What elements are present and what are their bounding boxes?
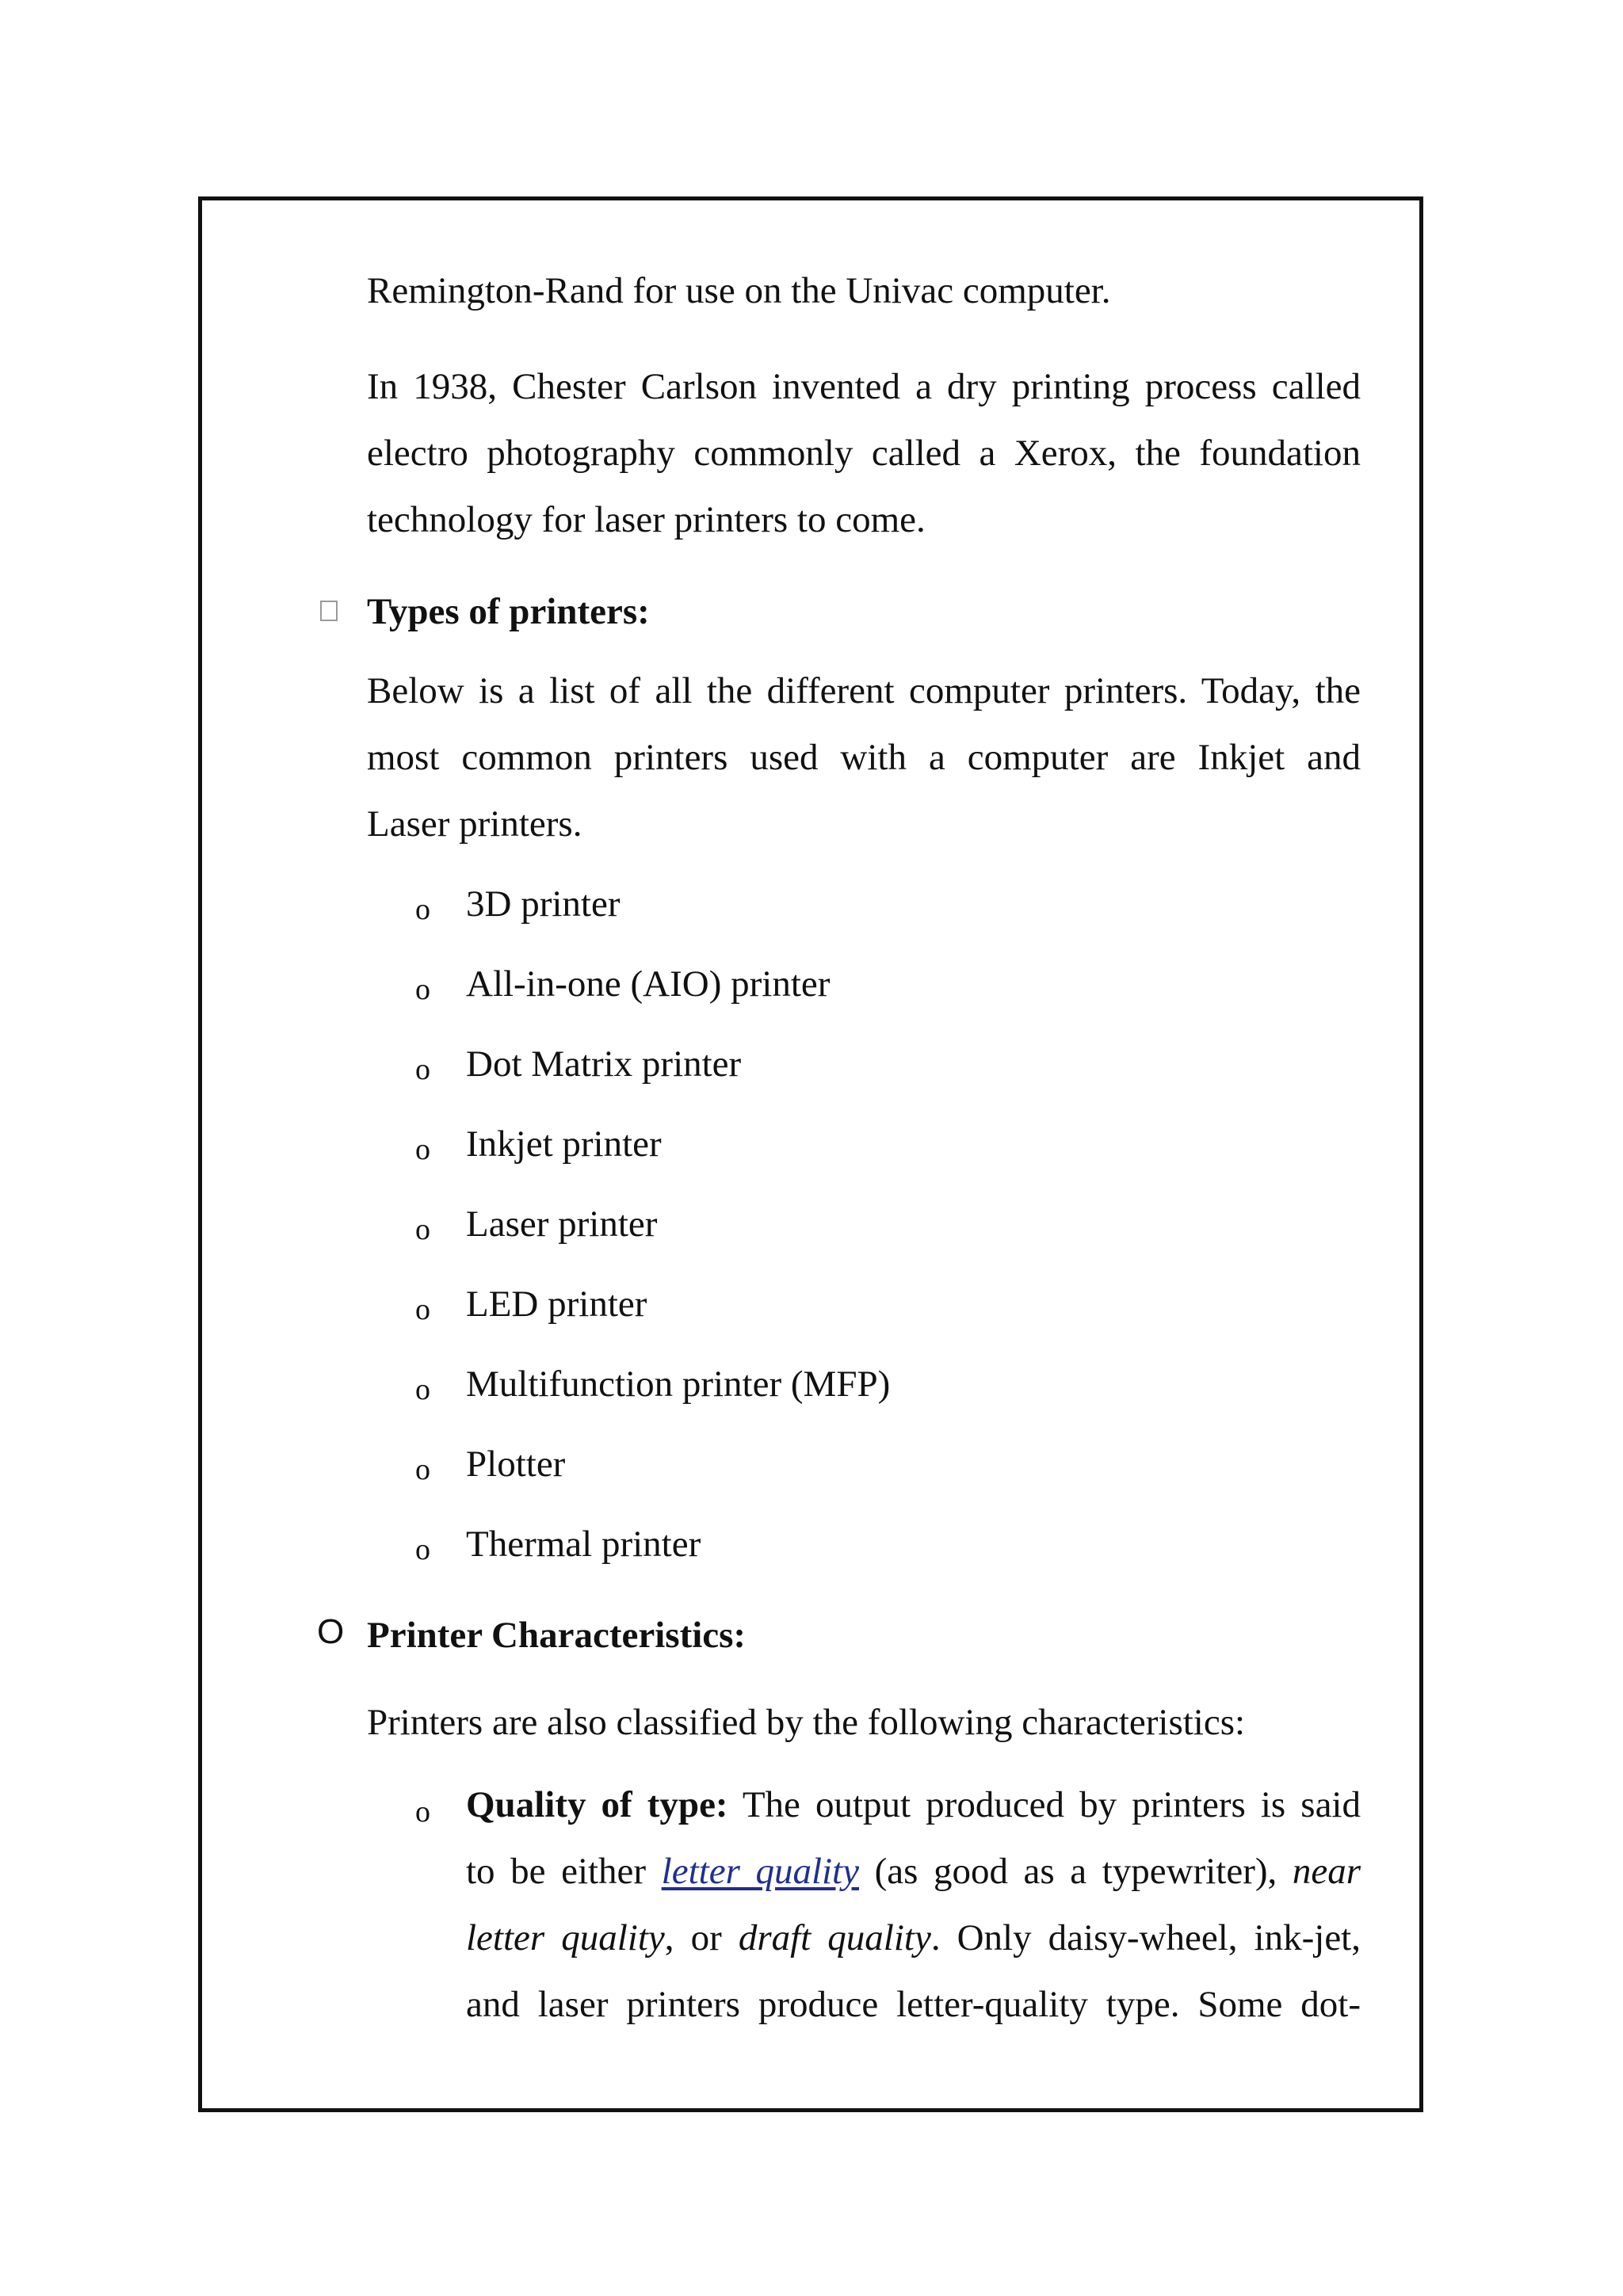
list-item: Multifunction printer (MFP) xyxy=(466,1363,891,1405)
quality-line-3-mid: , or xyxy=(664,1917,722,1958)
quality-line-2 xyxy=(466,1838,1361,1905)
list-item: Inkjet printer xyxy=(466,1123,662,1165)
near-letter-quality-text: letter quality xyxy=(466,1917,665,1958)
quality-line-2-pre: to be either xyxy=(466,1851,647,1892)
quality-line-2-italic: near xyxy=(1292,1851,1361,1892)
quality-line-1-text: The output produced by printers is said xyxy=(742,1784,1361,1825)
letter-quality-link[interactable]: letter quality xyxy=(661,1851,859,1892)
list-item: All-in-one (AIO) printer xyxy=(466,963,831,1005)
list-item: Thermal printer xyxy=(466,1524,701,1565)
list-item: 3D printer xyxy=(466,883,621,925)
characteristics-heading: Printer Characteristics: xyxy=(367,1615,747,1656)
quality-line-1 xyxy=(466,1772,1361,1838)
list-item: Plotter xyxy=(466,1444,566,1485)
list-bullet-icon: o xyxy=(415,1293,430,1326)
quality-line-2-mid: (as good as a typewriter), xyxy=(874,1851,1277,1892)
intro-line: Remington-Rand for use on the Univac computer. xyxy=(367,270,1111,311)
square-bullet-icon xyxy=(320,601,338,621)
list-bullet-icon: o xyxy=(415,1373,430,1406)
quality-line-3 xyxy=(466,1905,1361,1971)
list-bullet-icon: o xyxy=(415,1795,430,1829)
carlson-line-2: electro photography commonly called a Xerox, the foundation xyxy=(367,433,1361,474)
list-item: Laser printer xyxy=(466,1203,658,1245)
types-heading: Types of printers: xyxy=(367,591,650,632)
quality-line-3-rest: . Only daisy-wheel, ink-jet, xyxy=(930,1917,1361,1958)
list-bullet-icon: o xyxy=(415,1533,430,1566)
characteristics-intro: Printers are also classified by the following characteristics: xyxy=(367,1702,1246,1743)
types-desc-line-3: Laser printers. xyxy=(367,803,582,845)
draft-quality-text: draft quality xyxy=(738,1917,931,1958)
circle-bullet-icon: O xyxy=(317,1612,345,1651)
types-desc-line-1: Below is a list of all the different computer printers. Today, the xyxy=(367,670,1361,711)
list-bullet-icon: o xyxy=(415,1213,430,1246)
list-bullet-icon: o xyxy=(415,973,430,1006)
list-item: Dot Matrix printer xyxy=(466,1043,742,1085)
list-bullet-icon: o xyxy=(415,893,430,926)
quality-line-4: and laser printers produce letter-quality type. Some dot- xyxy=(466,1984,1361,2025)
list-bullet-icon: o xyxy=(415,1133,430,1166)
carlson-line-3: technology for laser printers to come. xyxy=(367,499,926,540)
quality-label: Quality of type: xyxy=(466,1784,728,1825)
list-bullet-icon: o xyxy=(415,1053,430,1086)
list-bullet-icon: o xyxy=(415,1453,430,1486)
types-desc-line-2: most common printers used with a computer are Inkjet and xyxy=(367,737,1361,778)
list-item: LED printer xyxy=(466,1283,647,1325)
carlson-line-1: In 1938, Chester Carlson invented a dry printing process called xyxy=(367,366,1361,407)
